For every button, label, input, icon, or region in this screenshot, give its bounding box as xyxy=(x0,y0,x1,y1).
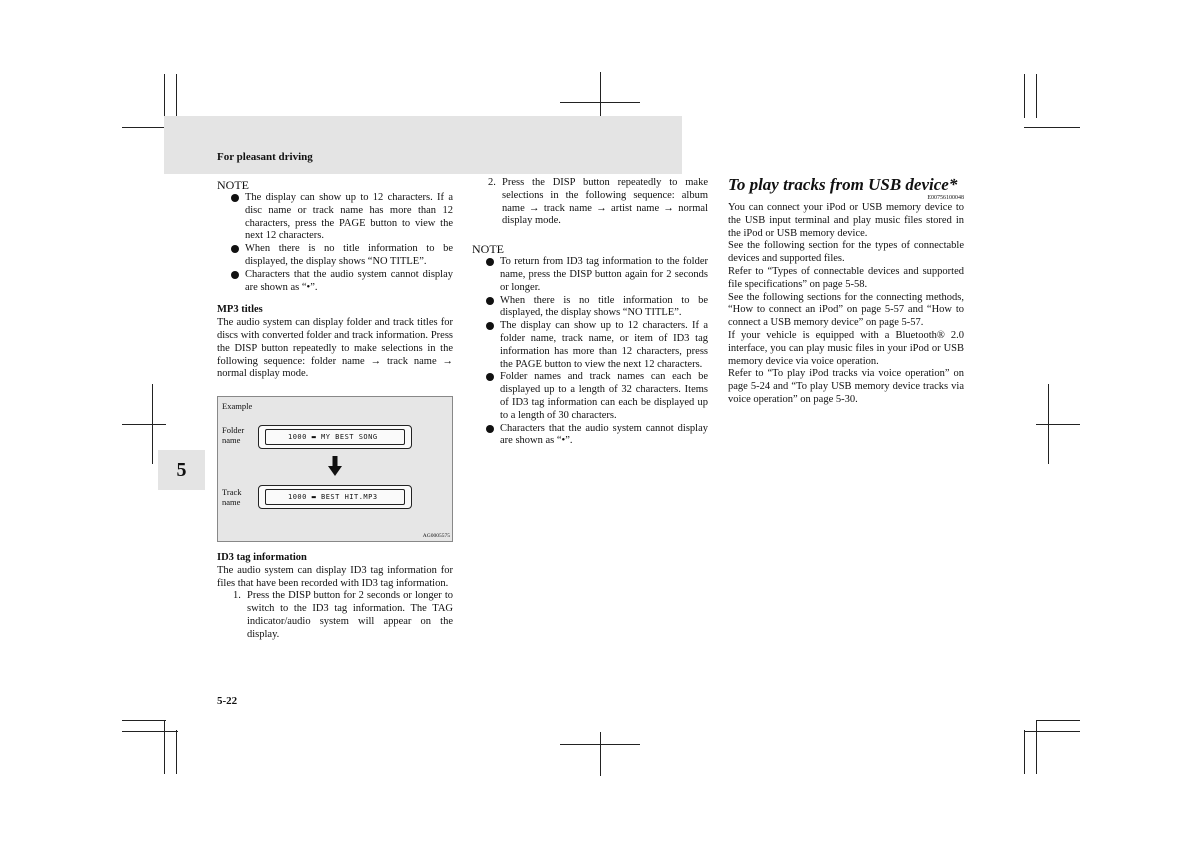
note-label: NOTE xyxy=(217,178,249,192)
bullet-icon xyxy=(231,271,239,279)
figure-code: AG0005575 xyxy=(422,533,450,539)
lcd-folder-display xyxy=(258,425,412,449)
usb-section-title: To play tracks from USB device* xyxy=(728,175,958,194)
column-left xyxy=(217,178,453,381)
step-text: Press the DISP button for 2 seconds or longer to switch to the ID3 tag information. The TAG indicator/audio system will appear on the display. xyxy=(247,590,453,640)
bullet-icon xyxy=(486,258,494,266)
usb-paragraph: You can connect your iPod or USB memory device to the USB input terminal and play music files stored in the iPod or USB memory device. xyxy=(728,202,964,239)
note-item: The display can show up to 12 characters. If a disc name or track name has more than 12 characters, press the PAGE button to view the next 12 characters. xyxy=(229,192,453,243)
bullet-icon xyxy=(231,245,239,253)
step-2 xyxy=(488,177,708,228)
arrow-down-icon xyxy=(328,456,342,476)
section-title: For pleasant driving xyxy=(217,151,313,163)
usb-paragraph: Refer to “Types of connectable devices and supported file specifications” on page 5-58. xyxy=(728,265,964,290)
step-text: Press the DISP button repeatedly to make selections in the following sequence: album name → track name → artist name → normal display mode. xyxy=(502,177,708,227)
step-1 xyxy=(233,590,453,641)
section-code: E00756100048 xyxy=(927,195,964,201)
column-left-lower xyxy=(217,552,453,642)
usb-paragraph: If your vehicle is equipped with a Bluetooth® 2.0 interface, you can play music files in your iPod or USB memory device via voice operation. xyxy=(728,329,964,367)
note-list xyxy=(484,256,708,448)
column-middle xyxy=(472,177,708,448)
bullet-icon xyxy=(486,373,494,381)
usb-paragraph: See the following sections for the connecting methods, “How to connect an iPod” on page 5-57 and “How to connect a USB memory device” on page 5-57. xyxy=(728,291,964,329)
note-label: NOTE xyxy=(472,242,504,257)
bullet-icon xyxy=(231,194,239,202)
note-item: Characters that the audio system cannot display are shown as “•”. xyxy=(229,269,453,295)
note-item: Folder names and track names can each be displayed up to a length of 32 characters. Items of ID3 tag information can each be displayed up to a length of 30 characters. xyxy=(484,371,708,422)
page-number: 5-22 xyxy=(217,695,238,707)
note-item: When there is no title information to be displayed, the display shows “NO TITLE”. xyxy=(229,243,453,269)
note-list xyxy=(229,192,453,294)
id3-text: The audio system can display ID3 tag information for files that have been recorded with ID3 tag information. xyxy=(217,564,453,589)
note-item: When there is no title information to be displayed, the display shows “NO TITLE”. xyxy=(484,295,708,321)
usb-paragraph: See the following section for the types of connectable devices and supported files. xyxy=(728,240,964,265)
bullet-icon xyxy=(486,297,494,305)
step-number: 1. xyxy=(233,590,241,602)
id3-heading: ID3 tag information xyxy=(217,552,307,563)
note-item: To return from ID3 tag information to the folder name, press the DISP button again for 2 seconds or longer. xyxy=(484,256,708,294)
track-display-text: 1000 ▬ BEST HIT.MP3 xyxy=(265,489,405,505)
folder-label: Folder name xyxy=(222,425,245,445)
example-label: Example xyxy=(222,401,253,411)
bullet-icon xyxy=(486,425,494,433)
chapter-tab: 5 xyxy=(158,450,205,490)
note-item: The display can show up to 12 characters. If a folder name, track name, or item of ID3 tag information has more than 12 characters, press the PAGE button to view the next 12 characters. xyxy=(484,320,708,371)
usb-paragraph: Refer to “To play iPod tracks via voice operation” on page 5-24 and “To play USB memory device tracks via voice operation” on page 5-30. xyxy=(728,368,964,405)
step-number: 2. xyxy=(488,177,496,188)
mp3-heading: MP3 titles xyxy=(217,304,263,316)
folder-display-text: 1000 ▬ MY BEST SONG xyxy=(265,429,405,445)
lcd-track-display xyxy=(258,485,412,509)
header-band xyxy=(164,116,682,174)
column-right xyxy=(728,175,964,407)
track-label: Track name xyxy=(222,487,242,507)
bullet-icon xyxy=(486,322,494,330)
mp3-text: The audio system can display folder and track titles for discs with converted folder and track information. Press the DISP button repeatedly to make selections in the following sequence: folder name → track name → normal display mode. xyxy=(217,317,453,380)
note-item: Characters that the audio system cannot display are shown as “•”. xyxy=(484,423,708,449)
